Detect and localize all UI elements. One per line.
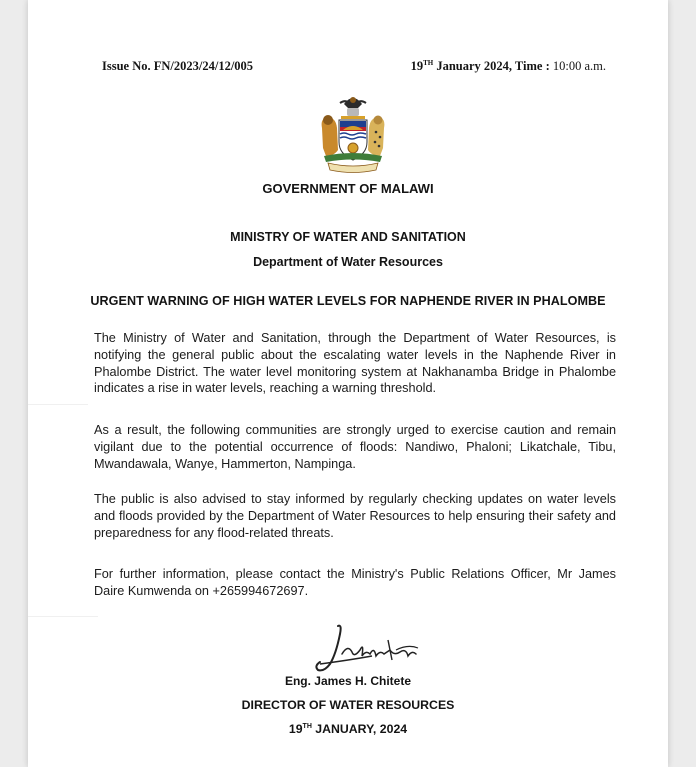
paragraph-contact: For further information, please contact the Ministry's Public Relations Officer, Mr James Daire Kumwenda on +265994672697. [94,567,616,598]
ministry-title: MINISTRY OF WATER AND SANITATION [230,230,466,244]
signatory-title: DIRECTOR OF WATER RESOURCES [241,698,455,712]
signature-date: 19TH JANUARY, 2024 [288,722,408,736]
issue-number: Issue No. FN/2023/24/12/005 [102,59,254,73]
paragraph-communities: As a result, the following communities are strongly urged to exercise caution and remain vigilant due to the potential occurrence of floods: Nandiwo, Phaloni; Likatchale, Tibu, Mwandawala, Wanye, Hammerton, Nampinga. [94,423,616,471]
coat-of-arms-of-malawi-icon [310,90,396,176]
document-page [28,0,668,767]
signature-image [290,620,440,678]
issue-date: 19TH January 2024, Time : 10:00 a.m. [410,58,606,73]
scan-artifact [28,404,88,405]
warning-headline: URGENT WARNING OF HIGH WATER LEVELS FOR NAPHENDE RIVER IN PHALOMBE [90,294,606,308]
department-title: Department of Water Resources [253,255,443,269]
paragraph-notification: The Ministry of Water and Sanitation, through the Department of Water Resources, is notifying the general public about the escalating water levels in the Naphende River in Phalombe District. The water level monitoring system at Nakhanamba Bridge in Phalombe indicates a rise in water levels, reaching a warning threshold. [94,331,616,396]
signatory-name: Eng. James H. Chitete [284,674,412,688]
government-title: GOVERNMENT OF MALAWI [262,181,434,196]
paragraph-advice: The public is also advised to stay informed by regularly checking updates on water levels and floods provided by the Department of Water Resources to help ensuring their safety and preparedness for any flood-related threats. [94,492,616,540]
scan-artifact [28,616,98,617]
